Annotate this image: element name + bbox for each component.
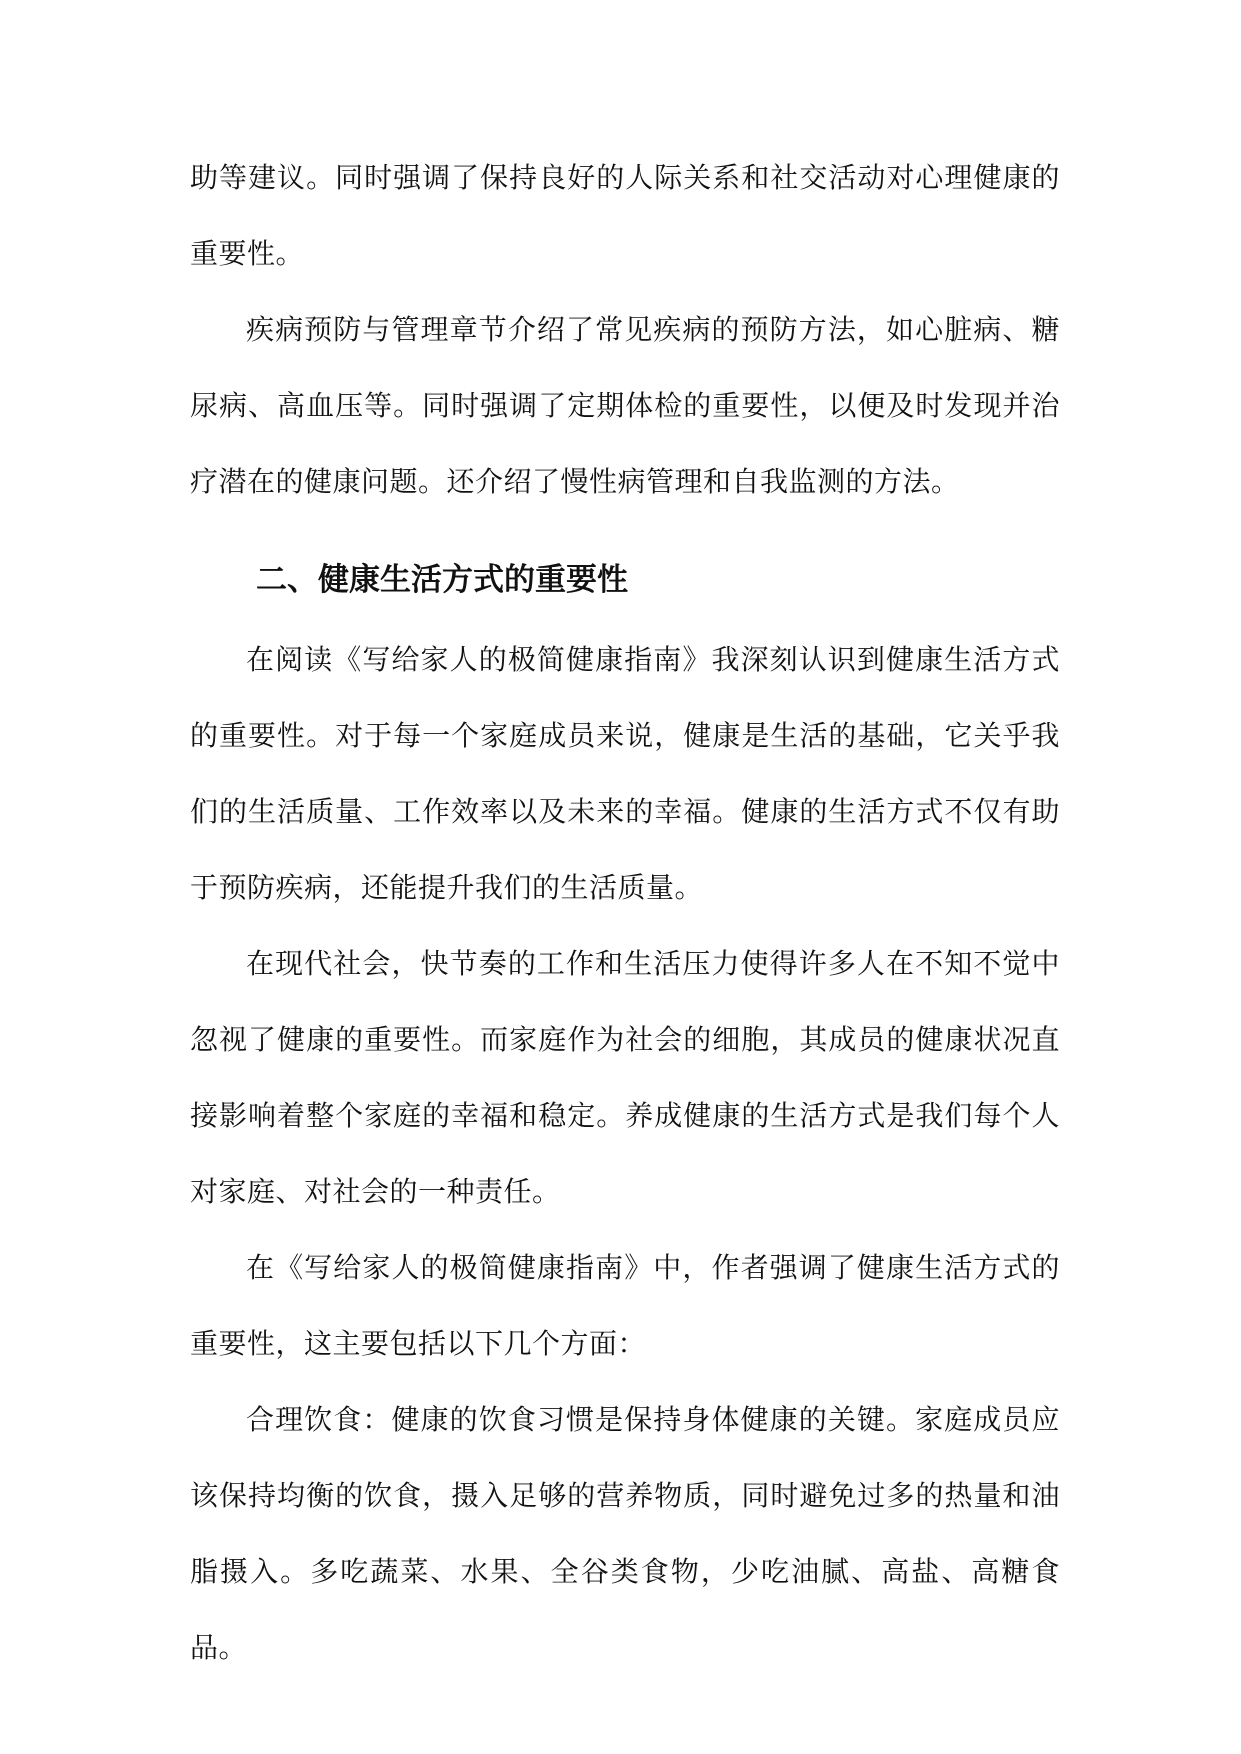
paragraph-balanced-diet: 合理饮食：健康的饮食习惯是保持身体健康的关键。家庭成员应该保持均衡的饮食，摄入足够的营养物质，同时避免过多的热量和油脂摄入。多吃蔬菜、水果、全谷类食物，少吃油腻、高盐、高糖食品。 (190, 1403, 1060, 1664)
paragraph-continuation: 助等建议。同时强调了保持良好的人际关系和社交活动对心理健康的重要性。 (190, 161, 1060, 270)
paragraph-aspects-intro: 在《写给家人的极简健康指南》中，作者强调了健康生活方式的重要性，这主要包括以下几个方面： (190, 1251, 1060, 1360)
document-body (190, 140, 1060, 1686)
section-heading: 二、健康生活方式的重要性 (256, 562, 628, 598)
paragraph-modern-society: 在现代社会，快节奏的工作和生活压力使得许多人在不知不觉中忽视了健康的重要性。而家庭作为社会的细胞，其成员的健康状况直接影响着整个家庭的幸福和稳定。养成健康的生活方式是我们每个人对家庭、对社会的一种责任。 (190, 947, 1060, 1208)
paragraph-reading-reflection: 在阅读《写给家人的极简健康指南》我深刻认识到健康生活方式的重要性。对于每一个家庭成员来说，健康是生活的基础，它关乎我们的生活质量、工作效率以及未来的幸福。健康的生活方式不仅有助于预防疾病，还能提升我们的生活质量。 (190, 643, 1060, 904)
paragraph-disease-prevention: 疾病预防与管理章节介绍了常见疾病的预防方法，如心脏病、糖尿病、高血压等。同时强调了定期体检的重要性，以便及时发现并治疗潜在的健康问题。还介绍了慢性病管理和自我监测的方法。 (190, 313, 1060, 498)
